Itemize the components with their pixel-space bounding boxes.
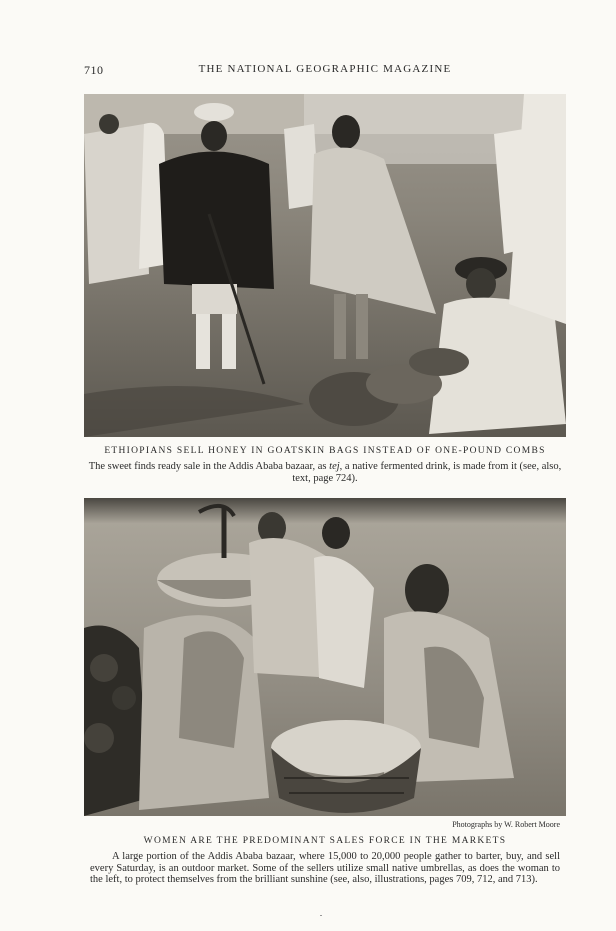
running-head: THE NATIONAL GEOGRAPHIC MAGAZINE	[198, 63, 452, 75]
caption-text-part: , a native fermented drink, is made from it (see, also, text, page 724).	[292, 461, 562, 484]
photo2-caption-text: A large portion of the Addis Ababa bazaar, where 15,000 to 20,000 people gather to barter, buy, and sell every Saturday, is an outdoor market. Some of the sellers utilize small native umbrellas, as does the woman to the left, to protect themselves from the brilliant sunshine (see, also, illustrations, pages 709, 712, and 713).	[90, 851, 560, 885]
photo1-caption-text	[88, 461, 562, 484]
caption-text-part: The sweet finds ready sale in the Addis Ababa bazaar, as	[88, 461, 330, 472]
page-header	[84, 63, 566, 79]
photo2-caption-title: WOMEN ARE THE PREDOMINANT SALES FORCE IN THE MARKETS	[143, 836, 507, 846]
photo-women-sellers	[84, 498, 566, 816]
caption-italic-term: tej	[329, 461, 340, 472]
page-number: 710	[84, 63, 104, 77]
photo-credit: Photographs by W. Robert Moore	[452, 820, 560, 829]
photo1-caption-title: ETHIOPIANS SELL HONEY IN GOATSKIN BAGS INSTEAD OF ONE-POUND COMBS	[104, 446, 546, 456]
photo-honey-sellers	[84, 94, 566, 437]
page-speck	[320, 915, 322, 916]
